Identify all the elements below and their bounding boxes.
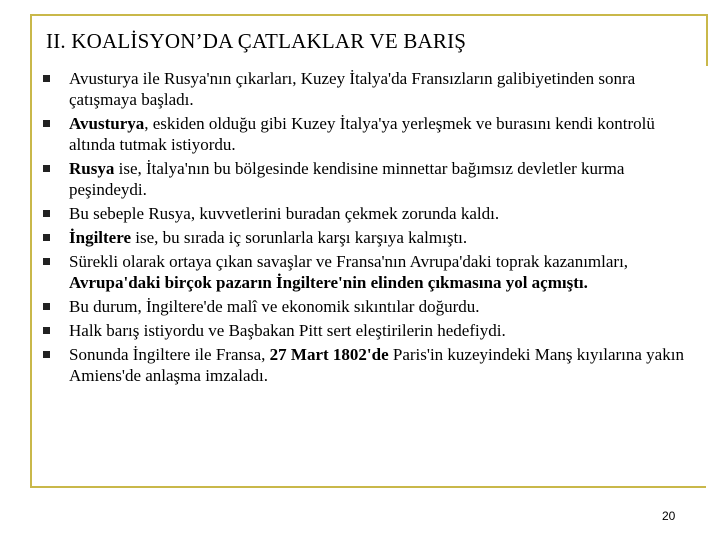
bullet-text: Bu sebeple Rusya, kuvvetlerini buradan çekmek zorunda kaldı.: [69, 204, 500, 223]
bullet-item: [42, 113, 687, 155]
bullet-text: ise, İtalya'nın bu bölgesinde kendisine minnettar bağımsız devletler kurma peşindeydi.: [69, 159, 625, 199]
bullet-text: Paris'in kuzeyindeki Manş kıyılarına yakın Amiens'de anlaşma imzaladı.: [69, 345, 684, 385]
bullet-text: Avusturya ile Rusya'nın çıkarları, Kuzey İtalya'da Fransızların galibiyetinden sonra çatışmaya başladı.: [69, 69, 636, 109]
left-border-rule: [30, 14, 32, 486]
bullet-list: [42, 68, 687, 389]
square-bullet-icon: [43, 234, 50, 241]
bullet-text: , eskiden olduğu gibi Kuzey İtalya'ya yerleşmek ve burasını kendi kontrolü altında tutmak istiyordu.: [69, 114, 655, 154]
bullet-item: [42, 158, 687, 200]
bullet-item: [42, 251, 687, 293]
bottom-border-rule: [30, 486, 706, 488]
bullet-text: Sürekli olarak ortaya çıkan savaşlar ve Fransa'nın Avrupa'daki toprak kazanımları,: [69, 252, 629, 271]
bullet-item: [42, 68, 687, 110]
bullet-item: [42, 203, 687, 224]
square-bullet-icon: [43, 303, 50, 310]
square-bullet-icon: [43, 258, 50, 265]
bullet-bold-text: Avrupa'daki birçok pazarın İngiltere'nin elinden çıkmasına yol açmıştı.: [69, 273, 588, 292]
slide-title: II. KOALİSYON’DA ÇATLAKLAR VE BARIŞ: [46, 29, 467, 53]
bullet-text: ise, bu sırada iç sorunlarla karşı karşıya kalmıştı.: [131, 228, 468, 247]
bullet-bold-text: Avusturya: [69, 114, 145, 133]
bullet-bold-text: 27 Mart 1802'de: [269, 345, 389, 364]
bullet-bold-text: Rusya: [69, 159, 115, 178]
page-number: 20: [662, 509, 676, 523]
bullet-item: [42, 320, 687, 341]
bullet-bold-text: İngiltere: [69, 228, 132, 247]
bullet-text: Bu durum, İngiltere'de malî ve ekonomik sıkıntılar doğurdu.: [69, 297, 480, 316]
bullet-item: [42, 344, 687, 386]
square-bullet-icon: [43, 210, 50, 217]
square-bullet-icon: [43, 165, 50, 172]
square-bullet-icon: [43, 120, 50, 127]
bullet-item: [42, 296, 687, 317]
square-bullet-icon: [43, 75, 50, 82]
bullet-item: [42, 227, 687, 248]
square-bullet-icon: [43, 327, 50, 334]
square-bullet-icon: [43, 351, 50, 358]
bullet-text: Sonunda İngiltere ile Fransa,: [69, 345, 270, 364]
bullet-text: Halk barış istiyordu ve Başbakan Pitt sert eleştirilerin hedefiydi.: [69, 321, 506, 340]
